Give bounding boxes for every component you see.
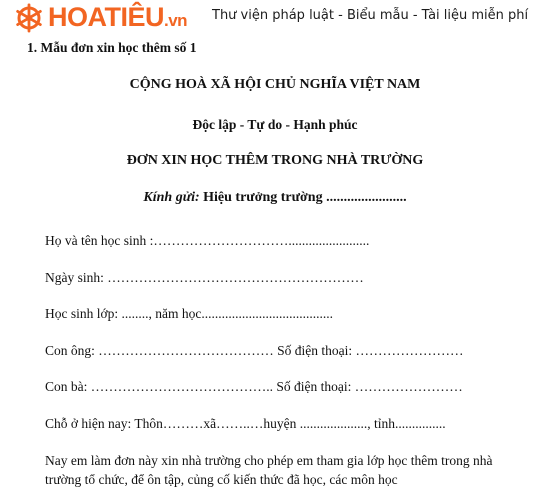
field-address: Chỗ ở hiện nay: Thôn………xã……..…huyện ...................., tỉnh...............: [45, 416, 446, 431]
brand-logo-text[interactable]: [48, 1, 187, 37]
recipient-label: Kính gửi:: [143, 190, 200, 205]
section-title: 1. Mẫu đơn xin học thêm số 1: [27, 40, 197, 55]
field-birth-date: Ngày sinh: …………………………………………………: [45, 270, 364, 285]
recipient-value: Hiệu trưởng trường .......................: [203, 190, 407, 205]
national-title: CỘNG HOÀ XÃ HỘI CHỦ NGHĨA VIỆT NAM: [129, 77, 421, 92]
field-father: Con ông: ………………………………… Số điện thoại: ……………………: [45, 343, 464, 358]
brand-suffix: .vn: [164, 11, 188, 30]
body-paragraph-line-2: trường tổ chức, để ôn tập, củng cố kiến thức đã học, các môn học: [45, 472, 398, 487]
field-student-name: Họ và tên học sinh :…………………………........................: [45, 233, 370, 248]
national-motto: Độc lập - Tự do - Hạnh phúc: [192, 117, 358, 132]
brand-main: HOATIÊU: [48, 2, 164, 32]
field-class-year: Học sinh lớp: ........, năm học.......................................: [45, 306, 333, 321]
site-tagline: Thư viện pháp luật - Biểu mẫu - Tài liệu miễn phí: [212, 8, 529, 23]
recipient-line: [0, 190, 550, 206]
ship-wheel-icon: [12, 3, 46, 33]
body-paragraph-line-1: Nay em làm đơn này xin nhà trường cho phép em tham gia lớp học thêm trong nhà: [45, 453, 493, 468]
document-title: ĐƠN XIN HỌC THÊM TRONG NHÀ TRƯỜNG: [126, 153, 424, 168]
field-mother: Con bà: ………………………………….. Số điện thoại: ……………………: [45, 379, 463, 394]
site-header: [0, 0, 550, 36]
